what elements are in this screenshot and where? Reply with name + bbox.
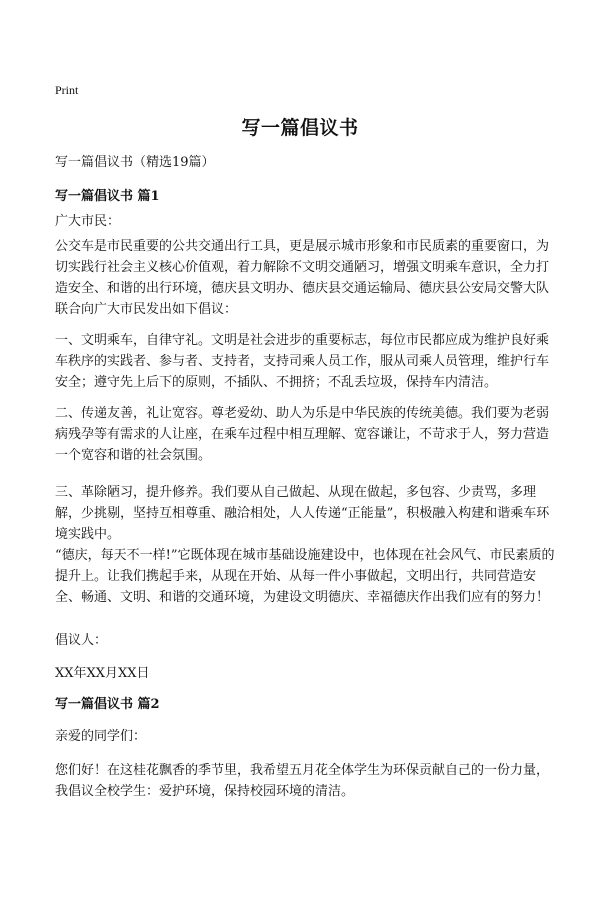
section-1-paragraph-1: 公交车是市民重要的公共交通出行工具，更是展示城市形象和市民质素的重要窗口，为切实践行社会主义核心价值观，着力解除不文明交通陋习，增强文明乘车意识，全力打造安全、和谐的出行环境，德庆县文明办、德庆县交通运输局、德庆县公安局交警大队联合向广大市民发出如下倡议： (55, 239, 550, 317)
section-1-signature: 倡议人： (55, 633, 108, 648)
section-1-paragraph-3: 二、传递友善，礼让宽容。尊老爱幼、助人为乐是中华民族的传统美德。我们要为老弱病残孕等有需求的人让座，在乘车过程中相互理解、宽容谦让，不苛求于人，努力营造一个宽容和谐的社会氛围。 (55, 406, 550, 463)
page-title: 写一篇倡议书 (241, 117, 359, 139)
section-1-paragraph-4: 三、革除陋习，提升修养。我们要从自己做起、从现在做起，多包容、少责骂，多理解，少挑剔，坚持互相尊重、融洽相处，人人传递“正能量”，积极融入构建和谐乘车环境实践中。 (55, 485, 550, 542)
section-1-paragraph-2: 一、文明乘车，自律守礼。文明是社会进步的重要标志，每位市民都应成为维护良好乘车秩序的实践者、参与者、支持者，支持司乘人员工作，服从司乘人员管理，维护行车安全；遵守先上后下的原则，不插队、不拥挤；不乱丢垃圾，保持车内清洁。 (55, 333, 550, 390)
print-label: Print (55, 83, 79, 97)
section-2-greeting: 亲爱的同学们： (55, 729, 147, 744)
section-2-heading: 写一篇倡议书 篇2 (55, 697, 160, 712)
document-subtitle: 写一篇倡议书（精选19篇） (55, 155, 215, 170)
section-1-paragraph-5: “德庆，每天不一样!”它既体现在城市基础设施建设中，也体现在社会风气、市民素质的提升上。让我们携起手来，从现在开始、从每一件小事做起，文明出行，共同营造安全、畅通、文明、和谐的交通环境，为建设文明德庆、幸福德庆作出我们应有的努力！ (55, 548, 555, 605)
section-1-greeting: 广大市民： (55, 214, 121, 229)
section-1-heading: 写一篇倡议书 篇1 (55, 189, 160, 204)
section-2-paragraph-1: 您们好！在这桂花飘香的季节里，我希望五月花全体学生为环保贡献自己的一份力量，我倡议全校学生：爱护环境，保持校园环境的清洁。 (55, 763, 550, 799)
section-1-date: XX年XX月XX日 (55, 666, 150, 681)
